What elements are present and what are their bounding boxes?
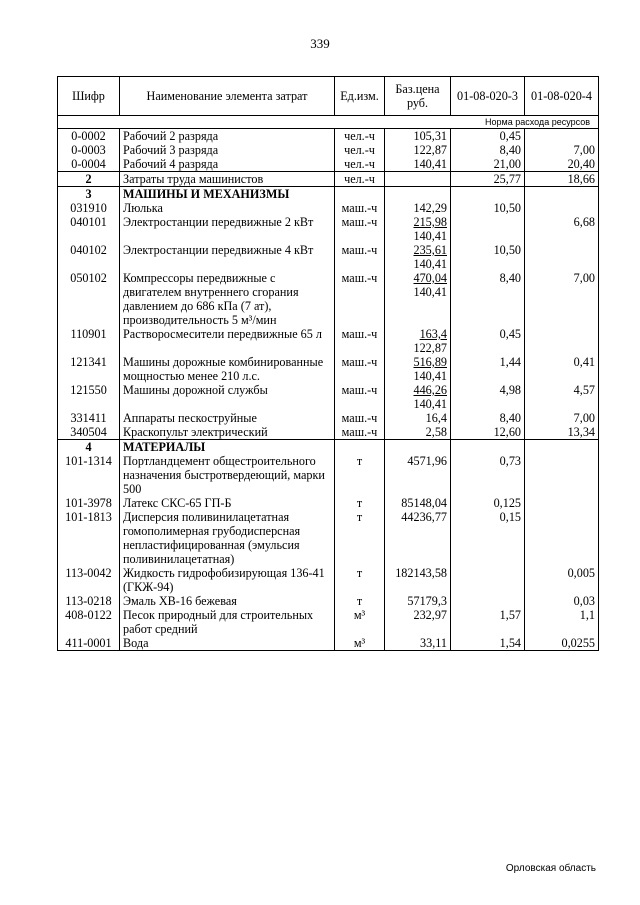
cell-norm-col2: 7,00 <box>525 143 599 157</box>
price-main: 232,97 <box>413 608 447 622</box>
table-row <box>58 383 599 411</box>
table-row <box>58 243 599 271</box>
table-row <box>58 271 599 327</box>
cell-price <box>385 454 451 496</box>
table-row <box>58 327 599 355</box>
cell-norm-col1: 8,40 <box>451 143 525 157</box>
table-row <box>58 608 599 636</box>
cell-norm-col2: 18,66 <box>525 172 599 187</box>
cell-unit: маш.-ч <box>335 383 385 411</box>
cell-price <box>385 510 451 566</box>
cell-price <box>385 355 451 383</box>
cell-code: 3 <box>58 187 120 202</box>
table-row <box>58 425 599 440</box>
cell-code: 101-1813 <box>58 510 120 566</box>
table-row <box>58 510 599 566</box>
cell-norm-col1: 21,00 <box>451 157 525 172</box>
header-name: Наименование элемента затрат <box>120 77 335 116</box>
cell-norm-col1: 0,125 <box>451 496 525 510</box>
price-main: 215,98 <box>413 215 447 229</box>
cell-norm-col1: 10,50 <box>451 201 525 215</box>
cell-unit <box>335 187 385 202</box>
cell-price <box>385 594 451 608</box>
cell-name: Аппараты пескоструйные <box>120 411 335 425</box>
cell-norm-col2 <box>525 201 599 215</box>
norm-note: Норма расхода ресурсов <box>58 116 599 129</box>
cell-unit: т <box>335 566 385 594</box>
table-row <box>58 215 599 243</box>
cell-price <box>385 383 451 411</box>
cell-name: Растворосмесители передвижные 65 л <box>120 327 335 355</box>
price-main: 516,89 <box>413 355 447 369</box>
table-row <box>58 201 599 215</box>
table-row <box>58 129 599 144</box>
price-operator: 140,41 <box>413 369 447 383</box>
cell-code: 0-0002 <box>58 129 120 144</box>
cell-price <box>385 143 451 157</box>
cell-price <box>385 129 451 144</box>
cell-price <box>385 243 451 271</box>
cell-unit: маш.-ч <box>335 215 385 243</box>
cell-norm-col2: 0,03 <box>525 594 599 608</box>
cell-name: МАТЕРИАЛЫ <box>120 440 335 455</box>
cell-unit: чел.-ч <box>335 129 385 144</box>
cell-norm-col1: 0,73 <box>451 454 525 496</box>
cell-unit: м³ <box>335 608 385 636</box>
cell-name: Краскопульт электрический <box>120 425 335 440</box>
cell-unit: т <box>335 454 385 496</box>
table-row <box>58 440 599 455</box>
cell-price <box>385 411 451 425</box>
cell-unit: т <box>335 510 385 566</box>
cell-name: Затраты труда машинистов <box>120 172 335 187</box>
cell-name: Рабочий 4 разряда <box>120 157 335 172</box>
cell-code: 040101 <box>58 215 120 243</box>
cell-unit: маш.-ч <box>335 327 385 355</box>
cell-norm-col1: 25,77 <box>451 172 525 187</box>
cell-price <box>385 215 451 243</box>
cell-norm-col1: 10,50 <box>451 243 525 271</box>
cell-norm-col1: 0,15 <box>451 510 525 566</box>
price-main: 4571,96 <box>407 454 447 468</box>
cell-price <box>385 608 451 636</box>
price-operator: 140,41 <box>413 285 447 299</box>
table-row <box>58 454 599 496</box>
cell-code: 101-3978 <box>58 496 120 510</box>
cell-unit: чел.-ч <box>335 157 385 172</box>
cell-unit <box>335 440 385 455</box>
cell-norm-col2: 20,40 <box>525 157 599 172</box>
cell-norm-col1: 0,45 <box>451 129 525 144</box>
cell-norm-col1: 4,98 <box>451 383 525 411</box>
cell-norm-col1 <box>451 566 525 594</box>
cell-norm-col1: 12,60 <box>451 425 525 440</box>
cell-name: Жидкость гидрофобизирующая 136-41 (ГКЖ-94) <box>120 566 335 594</box>
header-code: Шифр <box>58 77 120 116</box>
cell-code: 2 <box>58 172 120 187</box>
cell-name: Дисперсия поливинилацетатная гомополимерная грубодисперсная непластифицированная (эмульсия поливинилацетатная) <box>120 510 335 566</box>
cell-price <box>385 440 451 455</box>
price-main: 470,04 <box>413 271 447 285</box>
cell-name: Эмаль ХВ-16 бежевая <box>120 594 335 608</box>
cell-norm-col2: 13,34 <box>525 425 599 440</box>
header-col2: 01-08-020-4 <box>525 77 599 116</box>
cell-price <box>385 566 451 594</box>
cell-norm-col1 <box>451 187 525 202</box>
cell-norm-col1: 8,40 <box>451 411 525 425</box>
cell-norm-col1: 1,54 <box>451 636 525 651</box>
cell-code: 101-1314 <box>58 454 120 496</box>
cell-price <box>385 157 451 172</box>
cell-name: Рабочий 2 разряда <box>120 129 335 144</box>
cell-code: 031910 <box>58 201 120 215</box>
cell-norm-col1: 0,45 <box>451 327 525 355</box>
cell-price <box>385 327 451 355</box>
cell-norm-col2 <box>525 496 599 510</box>
cell-price <box>385 172 451 187</box>
cell-norm-col1 <box>451 594 525 608</box>
cell-norm-col2 <box>525 187 599 202</box>
cell-name: Портландцемент общестроительного назначения быстротвердеющий, марки 500 <box>120 454 335 496</box>
cell-name: МАШИНЫ И МЕХАНИЗМЫ <box>120 187 335 202</box>
cell-norm-col2: 4,57 <box>525 383 599 411</box>
price-main: 16,4 <box>425 411 447 425</box>
price-main: 140,41 <box>413 157 447 171</box>
cell-norm-col2 <box>525 129 599 144</box>
cell-norm-col2: 7,00 <box>525 411 599 425</box>
price-operator: 140,41 <box>413 397 447 411</box>
cell-price <box>385 201 451 215</box>
cell-code: 4 <box>58 440 120 455</box>
cell-code: 411-0001 <box>58 636 120 651</box>
resource-table <box>57 76 598 651</box>
price-main: 33,11 <box>420 636 447 650</box>
price-main: 142,29 <box>413 201 447 215</box>
cell-code: 121550 <box>58 383 120 411</box>
header-unit: Ед.изм. <box>335 77 385 116</box>
price-main: 182143,58 <box>395 566 447 580</box>
table-row <box>58 143 599 157</box>
cell-name: Песок природный для строительных работ средний <box>120 608 335 636</box>
cell-price <box>385 496 451 510</box>
cell-unit: чел.-ч <box>335 143 385 157</box>
page-number: 339 <box>310 36 330 51</box>
cell-code: 113-0218 <box>58 594 120 608</box>
cell-code: 0-0004 <box>58 157 120 172</box>
cell-norm-col2 <box>525 243 599 271</box>
table-row <box>58 566 599 594</box>
cell-code: 408-0122 <box>58 608 120 636</box>
cell-code: 331411 <box>58 411 120 425</box>
price-main: 122,87 <box>413 143 447 157</box>
cell-name: Рабочий 3 разряда <box>120 143 335 157</box>
cell-norm-col2: 0,0255 <box>525 636 599 651</box>
price-main: 446,26 <box>413 383 447 397</box>
cell-code: 0-0003 <box>58 143 120 157</box>
cell-norm-col2: 7,00 <box>525 271 599 327</box>
cell-name: Электростанции передвижные 2 кВт <box>120 215 335 243</box>
cell-norm-col2: 0,41 <box>525 355 599 383</box>
table-row <box>58 157 599 172</box>
cell-code: 050102 <box>58 271 120 327</box>
cell-name: Компрессоры передвижные с двигателем внутреннего сгорания давлением до 686 кПа (7 ат), производительность 5 м³/мин <box>120 271 335 327</box>
cell-name: Вода <box>120 636 335 651</box>
cell-code: 121341 <box>58 355 120 383</box>
cell-norm-col2 <box>525 327 599 355</box>
price-main: 235,61 <box>413 243 447 257</box>
cell-norm-col1: 1,57 <box>451 608 525 636</box>
cell-norm-col2: 0,005 <box>525 566 599 594</box>
price-main: 163,4 <box>419 327 447 341</box>
table-row <box>58 411 599 425</box>
cell-unit: чел.-ч <box>335 172 385 187</box>
table-row <box>58 636 599 651</box>
cell-name: Машины дорожные комбинированные мощностью менее 210 л.с. <box>120 355 335 383</box>
price-operator: 140,41 <box>413 229 447 243</box>
table-row <box>58 355 599 383</box>
cell-code: 113-0042 <box>58 566 120 594</box>
cell-unit: маш.-ч <box>335 243 385 271</box>
cell-unit: маш.-ч <box>335 201 385 215</box>
table-row <box>58 172 599 187</box>
cell-norm-col1: 1,44 <box>451 355 525 383</box>
price-main: 57179,3 <box>407 594 447 608</box>
cell-norm-col2 <box>525 510 599 566</box>
table-row <box>58 187 599 202</box>
cell-price <box>385 636 451 651</box>
price-operator: 122,87 <box>413 341 447 355</box>
table-body <box>58 129 599 651</box>
table-row <box>58 594 599 608</box>
cell-unit: т <box>335 594 385 608</box>
cell-name: Машины дорожной службы <box>120 383 335 411</box>
cell-norm-col1 <box>451 440 525 455</box>
cell-name: Электростанции передвижные 4 кВт <box>120 243 335 271</box>
price-main: 85148,04 <box>401 496 447 510</box>
cell-code: 110901 <box>58 327 120 355</box>
cell-code: 340504 <box>58 425 120 440</box>
cell-unit: маш.-ч <box>335 355 385 383</box>
cell-price <box>385 425 451 440</box>
cell-norm-col1: 8,40 <box>451 271 525 327</box>
cell-norm-col2 <box>525 440 599 455</box>
price-main: 105,31 <box>413 129 447 143</box>
cell-norm-col2: 6,68 <box>525 215 599 243</box>
cell-unit: маш.-ч <box>335 411 385 425</box>
header-price: Баз.цена руб. <box>385 77 451 116</box>
cell-unit: м³ <box>335 636 385 651</box>
cell-norm-col1 <box>451 215 525 243</box>
cell-norm-col2: 1,1 <box>525 608 599 636</box>
cell-unit: маш.-ч <box>335 425 385 440</box>
price-operator: 140,41 <box>413 257 447 271</box>
cell-code: 040102 <box>58 243 120 271</box>
cell-unit: маш.-ч <box>335 271 385 327</box>
header-col1: 01-08-020-3 <box>451 77 525 116</box>
cell-price <box>385 187 451 202</box>
region-footer: Орловская область <box>505 863 596 874</box>
cell-norm-col2 <box>525 454 599 496</box>
cell-unit: т <box>335 496 385 510</box>
cell-price <box>385 271 451 327</box>
price-main: 2,58 <box>425 425 447 439</box>
price-main: 44236,77 <box>401 510 447 524</box>
cell-name: Латекс СКС-65 ГП-Б <box>120 496 335 510</box>
table-row <box>58 496 599 510</box>
cell-name: Люлька <box>120 201 335 215</box>
